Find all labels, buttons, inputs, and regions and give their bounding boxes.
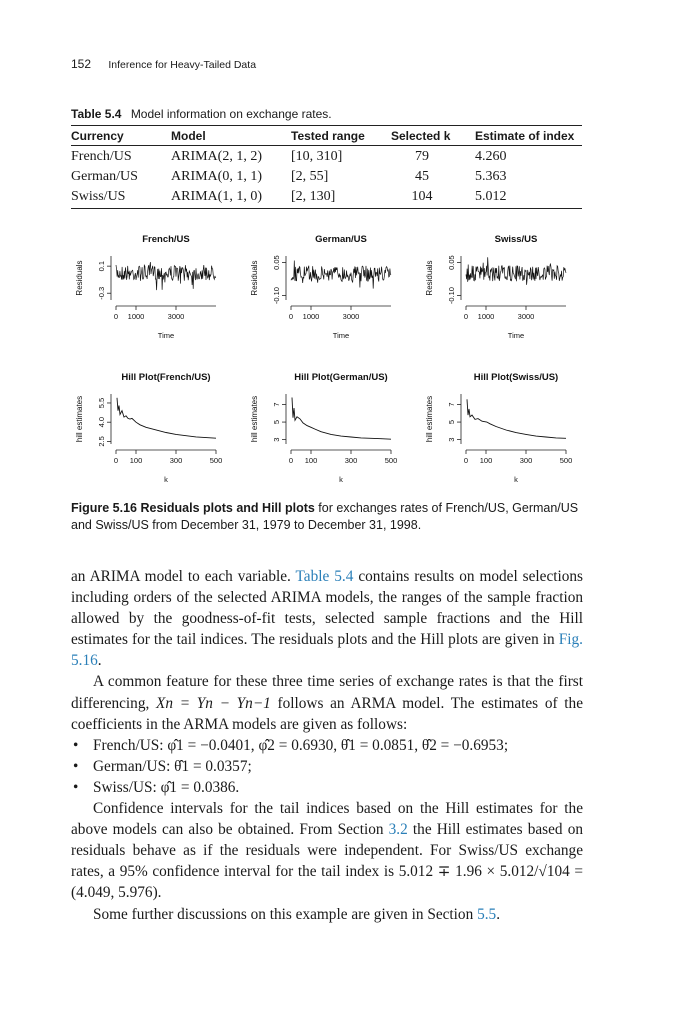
y-tick-label: 4.0 xyxy=(96,416,106,428)
x-tick-label: 0 xyxy=(113,456,119,465)
figure-5-16 xyxy=(60,222,622,492)
figure-caption-bold: Residuals plots and Hill plots xyxy=(140,501,315,515)
table-title: Model information on exchange rates. xyxy=(130,107,332,121)
y-axis-label: Residuals xyxy=(250,260,259,296)
chart-title: German/US xyxy=(315,234,367,245)
list-item: • German/US: θ̂1 = 0.0357; xyxy=(71,756,583,777)
table-cell: 5.363 xyxy=(475,168,507,184)
figure-label: Figure 5.16 xyxy=(71,501,137,515)
page-number: 152 xyxy=(71,57,92,71)
figure-caption xyxy=(71,500,583,534)
table-header-row xyxy=(71,126,582,146)
y-tick-label: -0.10 xyxy=(271,287,281,305)
hill-estimate-line xyxy=(292,398,391,440)
chart-title: French/US xyxy=(142,234,190,245)
column-header: Selected k xyxy=(391,126,475,146)
residual-series-line xyxy=(291,261,391,289)
x-tick-label: 3000 xyxy=(517,312,535,321)
x-tick-label: 1000 xyxy=(302,312,320,321)
y-tick-label: 3 xyxy=(271,437,281,442)
y-tick-label: 5 xyxy=(271,419,281,425)
y-tick-label: 7 xyxy=(446,402,456,407)
x-axis-label: Time xyxy=(157,331,175,340)
figure-reference-link[interactable]: Fig. 5.16 xyxy=(71,631,583,670)
chart-title: Hill Plot(German/US) xyxy=(294,372,388,383)
chart-title: Hill Plot(Swiss/US) xyxy=(473,372,559,383)
coefficient-list xyxy=(71,735,583,798)
table-cell: German/US xyxy=(71,168,138,184)
table-cell: [2, 55] xyxy=(291,168,329,184)
x-tick-label: 1000 xyxy=(127,312,145,321)
chart-title: Hill Plot(French/US) xyxy=(121,372,211,383)
hill-estimate-line xyxy=(117,398,216,438)
x-tick-label: 3000 xyxy=(342,312,360,321)
y-axis-label: hill estimates xyxy=(250,395,259,443)
y-tick-label: 2.5 xyxy=(96,436,106,447)
running-title: Inference for Heavy-Tailed Data xyxy=(108,59,257,71)
x-tick-label: 100 xyxy=(129,456,143,465)
y-tick-label: 7 xyxy=(271,402,281,407)
section-reference-link[interactable]: 5.5 xyxy=(477,905,497,923)
chart-title: Swiss/US xyxy=(494,234,538,245)
column-header: Currency xyxy=(71,126,171,146)
differencing-equation: Xn = Yn − Yn−1 xyxy=(156,694,271,712)
paragraph: Some further discussions on this example are given in Section 5.5. xyxy=(93,905,501,923)
column-header: Tested range xyxy=(291,126,391,146)
column-header: Estimate of index xyxy=(475,126,582,146)
x-axis-label: k xyxy=(164,475,168,484)
model-info-table xyxy=(71,125,582,209)
x-tick-label: 100 xyxy=(304,456,318,465)
y-tick-label: 5.5 xyxy=(96,397,106,409)
table-cell: [2, 130] xyxy=(291,186,391,209)
table-cell: ARIMA(2, 1, 2) xyxy=(171,148,262,164)
x-tick-label: 0 xyxy=(463,312,469,321)
list-item: • Swiss/US: φ̂1 = 0.0386. xyxy=(71,777,583,798)
x-tick-label: 0 xyxy=(288,312,294,321)
table-row xyxy=(71,146,582,167)
x-tick-label: 0 xyxy=(113,312,119,321)
x-axis-label: Time xyxy=(332,331,350,340)
table-caption xyxy=(71,107,332,121)
x-tick-label: 500 xyxy=(384,456,398,465)
y-axis-label: hill estimates xyxy=(425,395,434,443)
x-tick-label: 3000 xyxy=(167,312,185,321)
x-axis-label: k xyxy=(339,475,343,484)
paragraph: Confidence intervals for the tail indices based on the Hill estimates for the above models can also be obtained. From Section 3.2 the Hill estimates based on residuals behave as if the residuals were independent. For Swiss/US exchange rates, a 95% confidence interval for the tail index is 5.012 ∓ 1.96 × 5.012/√104 = (4.049, 5.976). xyxy=(71,800,584,902)
y-tick-label: 3 xyxy=(446,437,456,442)
y-tick-label: -0.10 xyxy=(446,287,456,305)
y-tick-label: 5 xyxy=(446,419,456,425)
y-axis-label: Residuals xyxy=(75,260,84,296)
x-tick-label: 300 xyxy=(344,456,358,465)
list-item: • French/US: φ̂1 = −0.0401, φ̂2 = 0.6930, θ̂1 = 0.0851, θ̂2 = −0.6953; xyxy=(71,735,583,756)
x-tick-label: 300 xyxy=(519,456,533,465)
paragraph: A common feature for these three time series of exchange rates is that the first differencing, Xn = Yn − Yn−1 follows an ARMA model. The estimates of the coefficients in the ARMA models are given as follows: xyxy=(71,673,583,733)
x-axis-label: k xyxy=(514,475,518,484)
body-text xyxy=(71,566,583,925)
x-tick-label: 1000 xyxy=(477,312,495,321)
table-cell: 5.012 xyxy=(475,186,582,209)
hill-estimate-line xyxy=(467,399,566,438)
table-cell: 4.260 xyxy=(475,148,507,164)
x-tick-label: 0 xyxy=(288,456,294,465)
column-header: Model xyxy=(171,126,291,146)
table-cell: French/US xyxy=(71,148,132,164)
table-row xyxy=(71,186,582,209)
x-tick-label: 100 xyxy=(479,456,493,465)
x-tick-label: 500 xyxy=(209,456,223,465)
y-tick-label: 0.05 xyxy=(446,255,456,270)
table-cell: 45 xyxy=(415,168,429,184)
table-reference-link[interactable]: Table 5.4 xyxy=(295,568,354,585)
confidence-interval-equation: 5.012 ∓ 1.96 × 5.012/√104 = (4.049, 5.976). xyxy=(71,863,583,902)
table-cell: ARIMA(1, 1, 0) xyxy=(171,186,291,209)
figure-caption-text: for exchanges rates of French/US, German/US and Swiss/US from December 31, 1979 to December 31, 1998. xyxy=(71,501,579,532)
residual-series-line xyxy=(466,257,566,285)
y-tick-label: -0.3 xyxy=(96,286,106,300)
table-cell: [10, 310] xyxy=(291,148,343,164)
y-axis-label: hill estimates xyxy=(75,395,84,443)
table-cell: Swiss/US xyxy=(71,186,171,209)
residual-series-line xyxy=(116,262,216,290)
x-axis-label: Time xyxy=(507,331,525,340)
x-tick-label: 0 xyxy=(463,456,469,465)
section-reference-link[interactable]: 3.2 xyxy=(388,821,408,839)
table-row xyxy=(71,166,582,186)
figure-panels xyxy=(60,222,622,492)
x-tick-label: 500 xyxy=(559,456,573,465)
y-tick-label: 0.1 xyxy=(96,260,106,272)
table-cell: 79 xyxy=(415,148,429,164)
table-cell: 104 xyxy=(391,186,475,209)
paragraph: an ARIMA model to each variable. Table 5.4 contains results on model selections including orders of the selected ARIMA models, the ranges of the sample fraction allowed by the goodness-of-fit tests, selected sample fractions and the Hill estimates for the tail indices. The residuals plots and the Hill plots are given in Fig. 5.16. xyxy=(71,568,584,670)
y-axis-label: Residuals xyxy=(425,260,434,296)
running-header xyxy=(71,57,256,71)
table-cell: ARIMA(0, 1, 1) xyxy=(171,168,262,184)
y-tick-label: 0.05 xyxy=(271,255,281,270)
table-label: Table 5.4 xyxy=(71,107,122,121)
x-tick-label: 300 xyxy=(169,456,183,465)
